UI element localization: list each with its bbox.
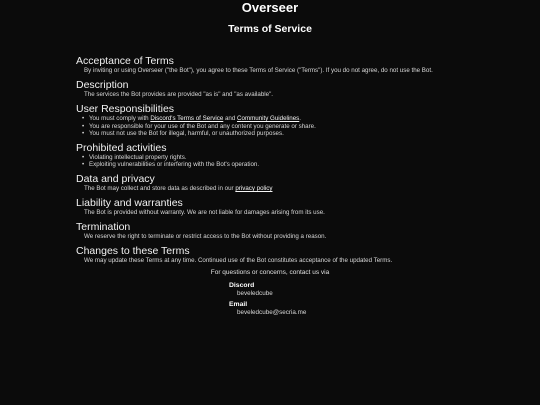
terms-content: [76, 55, 476, 269]
section-heading-acceptance: Acceptance of Terms: [76, 55, 174, 67]
list-item: • You must not use the Bot for illegal, harmful, or unauthorized purposes.: [82, 130, 476, 138]
section-text-termination: We reserve the right to terminate or restrict access to the Bot without providing a reason.: [84, 232, 327, 240]
list-item: [82, 115, 476, 123]
list-item: • You are responsible for your use of the Bot and any content you generate or share.: [82, 123, 476, 131]
section-heading-termination: Termination: [76, 220, 131, 233]
section-prohibited: [76, 142, 476, 169]
discord-label: Discord: [229, 282, 255, 289]
section-heading-user-responsibilities: User Responsibilities: [76, 103, 175, 115]
section-termination: [76, 221, 476, 241]
email-address[interactable]: beveledcube@secria.me: [237, 309, 307, 316]
page-title: Terms of Service: [228, 23, 312, 35]
section-text-liability: The Bot is provided without warranty. We are not liable for damages arising from its use.: [84, 208, 325, 216]
user-responsibilities-list: [76, 115, 476, 138]
site-title: Overseer: [241, 0, 299, 15]
discord-username: beveledcube: [237, 290, 273, 297]
privacy-text: The Bot may collect and store data as described in our: [84, 184, 236, 192]
list-item-text: You must comply with: [89, 115, 151, 122]
discord-tos-link[interactable]: Discord's Terms of Service: [150, 115, 224, 122]
section-heading-description: Description: [76, 79, 129, 91]
section-user-responsibilities: [76, 103, 476, 138]
section-privacy: [76, 173, 476, 193]
list-item: • Exploiting vulnerabilities or interfering with the Bot's operation.: [82, 161, 476, 169]
section-heading-privacy: Data and privacy: [76, 172, 155, 185]
section-acceptance: [76, 55, 476, 75]
section-heading-liability: Liability and warranties: [76, 196, 183, 209]
list-item-text: and: [223, 115, 238, 122]
section-heading-changes: Changes to these Terms: [76, 244, 190, 257]
section-description: [76, 79, 476, 99]
prohibited-list: [76, 154, 476, 169]
community-guidelines-link[interactable]: Community Guidelines: [237, 115, 300, 122]
contact-email: [229, 301, 306, 317]
section-text-description: The services the Bot provides are provided "as is" and "as available".: [84, 91, 274, 98]
list-item-text: .: [299, 115, 302, 122]
list-item: • Violating intellectual property rights.: [82, 154, 476, 162]
section-text-changes: We may update these Terms at any time. Continued use of the Bot constitutes acceptance of the updated Terms.: [84, 256, 393, 264]
contact-discord: [229, 282, 273, 298]
section-liability: [76, 197, 476, 217]
section-heading-prohibited: Prohibited activities: [76, 141, 167, 154]
contact-intro: For questions or concerns, contact us via: [210, 269, 330, 276]
section-text-privacy: [76, 185, 476, 193]
section-text-acceptance: By inviting or using Overseer ("the Bot"), you agree to these Terms of Service ("Terms"). If you do not agree, do not use the Bot.: [84, 67, 433, 74]
privacy-policy-link[interactable]: privacy policy: [235, 184, 273, 192]
email-label: Email: [229, 301, 248, 308]
section-changes: [76, 245, 476, 265]
